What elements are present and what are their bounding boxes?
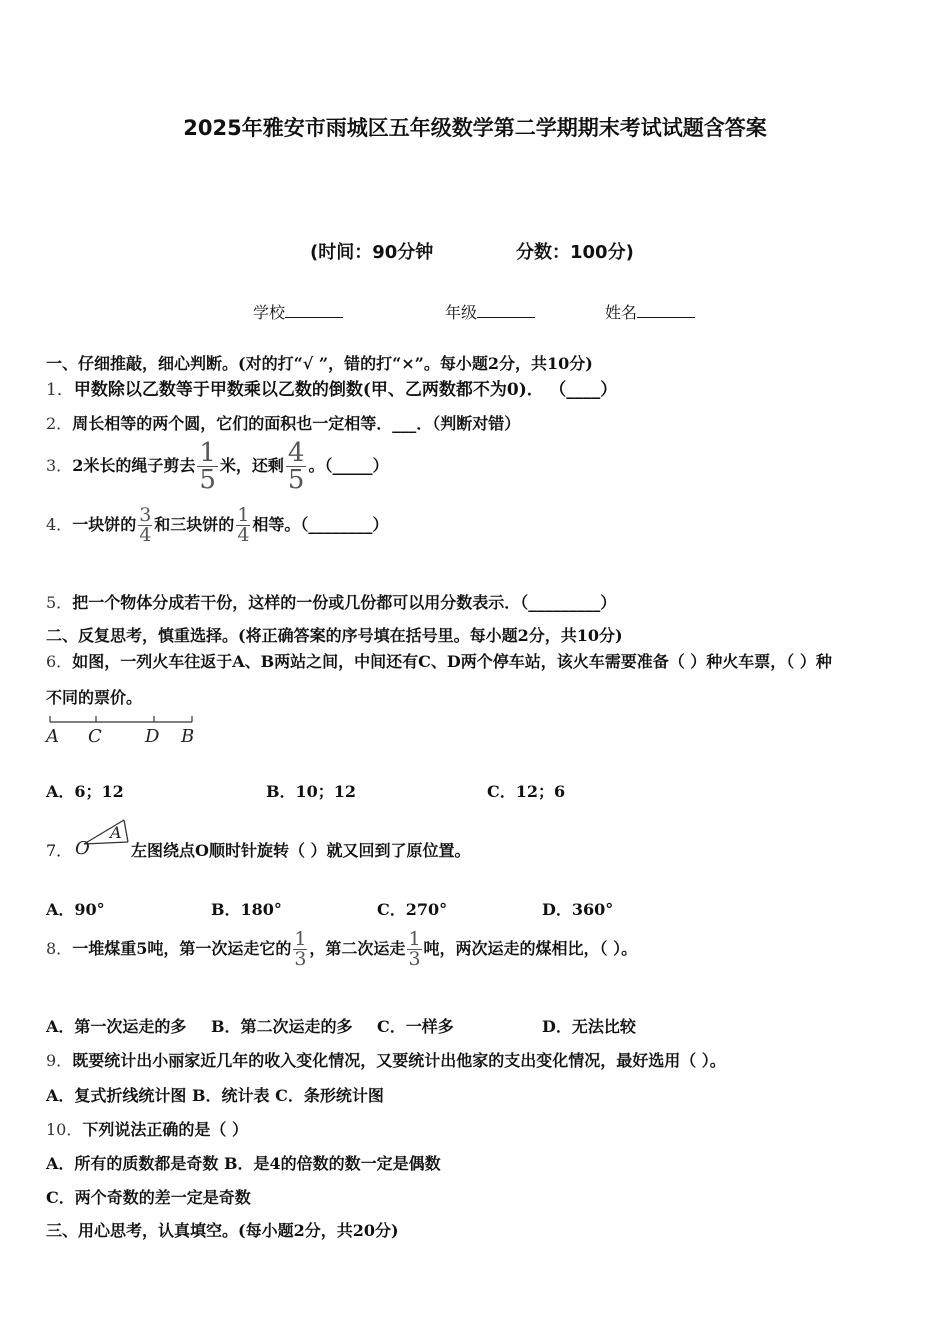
q3-text-b: 米，还剩 [219,456,284,475]
question-10 [46,1117,248,1140]
q2-text: 周长相等的两个圆，它们的面积也一定相等．___．（判断对错） [72,414,521,433]
section3-heading: 三、用心思考，认真填空。(每小题2分，共20分) [46,1221,399,1240]
q7-text: 左图绕点O顺时针旋转（ ）就又回到了原位置。 [131,841,471,860]
q10-text: 下列说法正确的是（ ） [82,1120,248,1139]
q5-number: 5． [46,593,73,612]
q4-fraction-1 [138,506,152,545]
q4-f1-denominator: 4 [139,524,152,546]
q7-option-b[interactable]: B．180° [211,900,282,919]
point-a-label: A [110,823,122,842]
q3-text-a: 2米长的绳子剪去 [72,456,196,475]
station-label-d: D [145,726,160,747]
q7-option-c[interactable]: C．270° [377,900,448,919]
q8-text-a: 一堆煤重5吨，第一次运走它的 [72,939,292,958]
q3-number: 3． [46,456,73,475]
q9-options[interactable]: A．复式折线统计图 B．统计表 C．条形统计图 [46,1086,384,1105]
q10-options-line1[interactable]: A．所有的质数都是奇数 B．是4的倍数的数一定是偶数 [46,1154,441,1173]
name-field[interactable] [605,300,695,323]
school-field[interactable] [253,300,343,323]
point-o-label: O [75,838,90,856]
question-8 [46,930,637,969]
school-blank[interactable] [285,303,343,318]
question-9 [46,1048,726,1071]
q8-f1-numerator: 1 [294,928,307,950]
name-blank[interactable] [637,303,695,318]
q7-triangle-figure [72,814,130,856]
question-2 [46,411,520,434]
q1-answer-blank[interactable]: （____） [557,380,618,400]
q5-text: 把一个物体分成若干份，这样的一份或几份都可以用分数表示．（_________） [72,593,617,612]
q4-f1-numerator: 3 [139,504,152,526]
q4-text-a: 一块饼的 [72,515,137,534]
grade-field[interactable] [445,300,535,323]
q3-f1-denominator: 5 [199,465,216,495]
q10-number: 10． [46,1120,83,1139]
q8-option-b[interactable]: B．第二次运走的多 [211,1017,353,1036]
name-label: 姓名 [605,303,638,322]
q4-fraction-2 [236,506,250,545]
q4-number: 4． [46,515,73,534]
q8-f1-denominator: 3 [294,948,307,970]
question-1 [46,375,617,400]
q3-text-c[interactable]: 。（_____） [308,456,389,475]
question-5 [46,590,616,613]
q4-f2-denominator: 4 [237,524,250,546]
grade-label: 年级 [445,303,478,322]
q8-fraction-2 [407,930,421,969]
question-4 [46,506,388,545]
q1-number: 1． [46,380,74,400]
q6-option-a[interactable]: A．6；12 [46,782,124,801]
q3-f2-numerator: 4 [287,438,305,468]
q8-option-a[interactable]: A．第一次运走的多 [46,1017,187,1036]
q6-station-line-figure [44,712,204,748]
q4-f2-numerator: 1 [237,504,250,526]
school-label: 学校 [253,303,286,322]
q6-text-line2: 不同的票价。 [46,688,143,707]
q8-f2-numerator: 1 [408,928,421,950]
q8-text-b: ，第二次运走 [309,939,406,958]
q8-option-c[interactable]: C．一样多 [377,1017,454,1036]
q4-text-c[interactable]: 相等。（________） [252,515,389,534]
q8-text-c: 吨，两次运走的煤相比，（ ）。 [423,939,638,958]
q4-text-b: 和三块饼的 [154,515,235,534]
q6-option-c[interactable]: C．12；6 [487,782,566,801]
page-title: 2025年雅安市雨城区五年级数学第二学期期末考试试题含答案 [183,116,767,140]
q8-option-d[interactable]: D．无法比较 [542,1017,636,1036]
q6-text-line1: 如图，一列火车往返于A、B两站之间，中间还有C、D两个停车站，该火车需要准备（ ）种火车票，（ ）种 [72,652,832,671]
grade-blank[interactable] [477,303,535,318]
section2-heading: 二、反复思考，慎重选择。(将正确答案的序号填在括号里。每小题2分，共10分) [46,626,623,645]
q2-number: 2． [46,414,73,433]
station-label-b: B [181,726,195,747]
q7-number: 7． [46,841,73,860]
q3-fraction-1 [197,440,218,493]
q8-number: 8． [46,939,73,958]
question-3 [46,440,388,493]
q6-option-b[interactable]: B．10；12 [266,782,357,801]
q7-option-a[interactable]: A．90° [46,900,105,919]
q3-f2-denominator: 5 [287,465,305,495]
station-label-a: A [46,726,59,747]
q9-text: 既要统计出小丽家近几年的收入变化情况，又要统计出他家的支出变化情况，最好选用（ ）。 [72,1051,726,1070]
section1-heading: 一、仔细推敲，细心判断。(对的打“√ ”，错的打“×”。每小题2分，共10分) [46,354,593,373]
q3-fraction-2 [286,440,307,493]
q7-option-d[interactable]: D．360° [542,900,614,919]
question-6 [46,649,832,672]
q1-text: 甲数除以乙数等于甲数乘以乙数的倒数(甲、乙两数都不为0)． [73,380,544,400]
exam-time: (时间：90分钟 [310,242,434,263]
q10-options-line2[interactable]: C．两个奇数的差一定是奇数 [46,1188,251,1207]
q8-f2-denominator: 3 [408,948,421,970]
q8-fraction-1 [293,930,307,969]
q9-number: 9． [46,1051,73,1070]
exam-score: 分数：100分) [516,242,634,263]
q3-f1-numerator: 1 [199,438,216,468]
q6-number: 6． [46,652,73,671]
station-label-c: C [88,726,102,747]
